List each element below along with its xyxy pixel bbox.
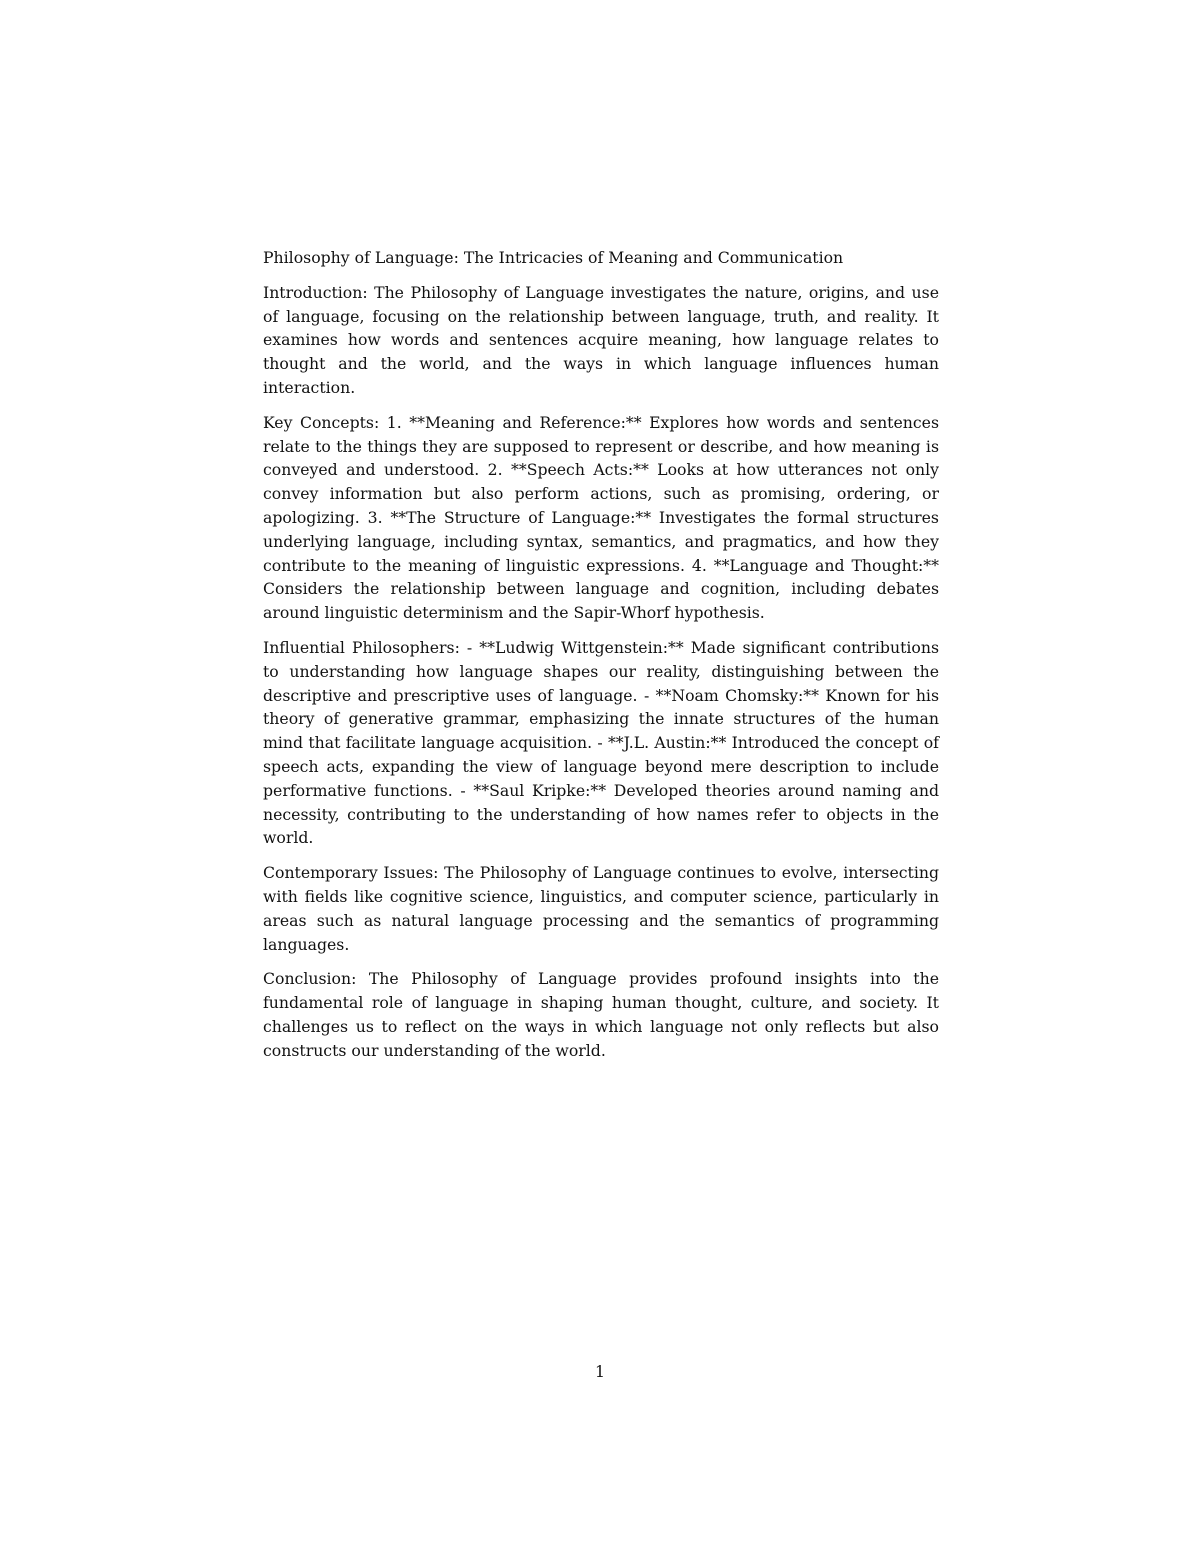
paragraph-contemporary-issues: Contemporary Issues: The Philosophy of Language continues to evolve, intersecting with fields like cognitive science, linguistics, and computer science, particularly in areas such as natural language processing and the semantics of programming languages. — [263, 863, 939, 954]
paragraph-introduction: Introduction: The Philosophy of Language investigates the nature, origins, and use of language, focusing on the relationship between language, truth, and reality. It examines how words and sentences acquire meaning, how language relates to thought and the world, and the ways in which language influences human interaction. — [263, 282, 939, 397]
paragraph-key-concepts: Key Concepts: 1. **Meaning and Reference:** Explores how words and sentences relate to the things they are supposed to represent or describe, and how meaning is conveyed and understood. 2. **Speech Acts:** Looks at how utterances not only convey information but also perform actions, such as promising, ordering, or apologizing. 3. **The Structure of Language:** Investigates the formal structures underlying language, including syntax, semantics, and pragmatics, and how they contribute to the meaning of linguistic expressions. 4. **Language and Thought:** Considers the relationship between language and cognition, including debates around linguistic determinism and the Sapir-Whorf hypothesis. — [263, 412, 939, 623]
page-number: 1 — [595, 1362, 605, 1381]
paragraph-influential-philosophers: Influential Philosophers: - **Ludwig Wittgenstein:** Made significant contributions to understanding how language shapes our reality, distinguishing between the descriptive and prescriptive uses of language. - **Noam Chomsky:** Known for his theory of generative grammar, emphasizing the innate structures of the human mind that facilitate language acquisition. - **J.L. Austin:** Introduced the concept of speech acts, expanding the view of language beyond mere description to include performative functions. - **Saul Kripke:** Developed theories around naming and necessity, contributing to the understanding of how names refer to objects in the world. — [263, 637, 939, 848]
document-title: Philosophy of Language: The Intricacies of Meaning and Communication — [263, 248, 844, 267]
document-body — [263, 246, 939, 1074]
paragraph-conclusion: Conclusion: The Philosophy of Language provides profound insights into the fundamental role of language in shaping human thought, culture, and society. It challenges us to reflect on the ways in which language not only reflects but also constructs our understanding of the world. — [263, 969, 939, 1060]
